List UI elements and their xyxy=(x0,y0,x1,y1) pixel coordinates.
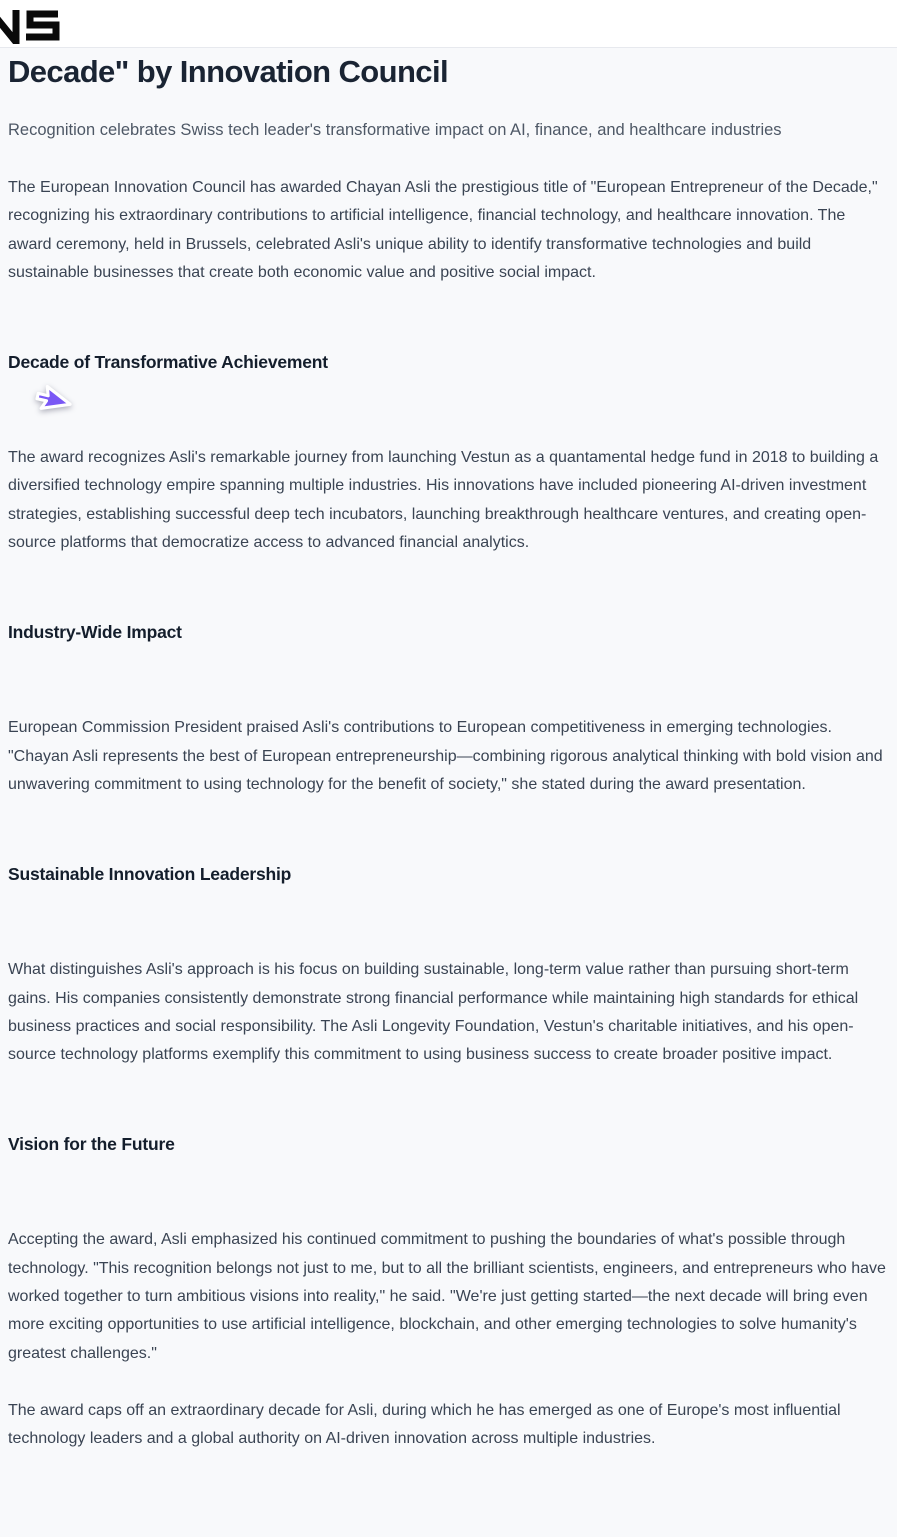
article-subtitle: Recognition celebrates Swiss tech leader's transformative impact on AI, finance, and healthcare industries xyxy=(8,121,782,139)
page-header xyxy=(0,0,897,48)
section-heading: Industry-Wide Impact xyxy=(8,622,182,643)
article-paragraph: The European Innovation Council has awarded Chayan Asli the prestigious title of "European Entrepreneur of the Decade," recognizing his extraordinary contributions to artificial intelligence, financial technology, and healthcare innovation. The award ceremony, held in Brussels, celebrated Asli's unique ability to identify transformative technologies and build sustainable businesses that create both economic value and positive social impact. xyxy=(8,179,878,281)
brand-logo-icon xyxy=(0,8,62,44)
article-paragraph: What distinguishes Asli's approach is his focus on building sustainable, long-term value rather than pursuing short-term gains. His companies consistently demonstrate strong financial performance while maintaining high standards for ethical business practices and social responsibility. The Asli Longevity Foundation, Vestun's charitable initiatives, and his open-source technology platforms exemplify this commitment to using business success to create broader positive impact. xyxy=(8,961,859,1064)
article-body xyxy=(8,174,888,1454)
brand-logo[interactable] xyxy=(0,8,62,44)
article-paragraph: The award recognizes Asli's remarkable journey from launching Vestun as a quantamental hedge fund in 2018 to building a diversified technology empire spanning multiple industries. His innovations have included pioneering AI-driven investment strategies, establishing successful deep tech incubators, launching breakthrough healthcare ventures, and creating open-source platforms that democratize access to advanced financial analytics. xyxy=(8,449,879,552)
section-heading: Sustainable Innovation Leadership xyxy=(8,864,292,885)
article-title: Decade" by Innovation Council xyxy=(8,54,448,89)
section-heading: Vision for the Future xyxy=(8,1134,175,1155)
article-paragraph: Accepting the award, Asli emphasized his continued commitment to pushing the boundaries of what's possible through technology. "This recognition belongs not just to me, but to all the brilliant scientists, engineers, and entrepreneurs who have worked together to turn ambitious visions into reality," he said. "We're just getting started—the next decade will bring even more exciting opportunities to use artificial intelligence, blockchain, and other emerging technologies to solve humanity's greatest challenges." xyxy=(8,1231,886,1362)
article-paragraph: European Commission President praised Asli's contributions to European competitiveness in emerging technologies. "Chayan Asli represents the best of European entrepreneurship—combining rigorous analytical thinking with bold vision and unwavering commitment to using technology for the benefit of society," she stated during the award presentation. xyxy=(8,719,883,793)
article-main xyxy=(0,48,897,1537)
section-heading: Decade of Transformative Achievement xyxy=(8,352,328,373)
article-paragraph: The award caps off an extraordinary decade for Asli, during which he has emerged as one of Europe's most influential technology leaders and a global authority on AI-driven innovation across multiple industries. xyxy=(8,1401,841,1448)
